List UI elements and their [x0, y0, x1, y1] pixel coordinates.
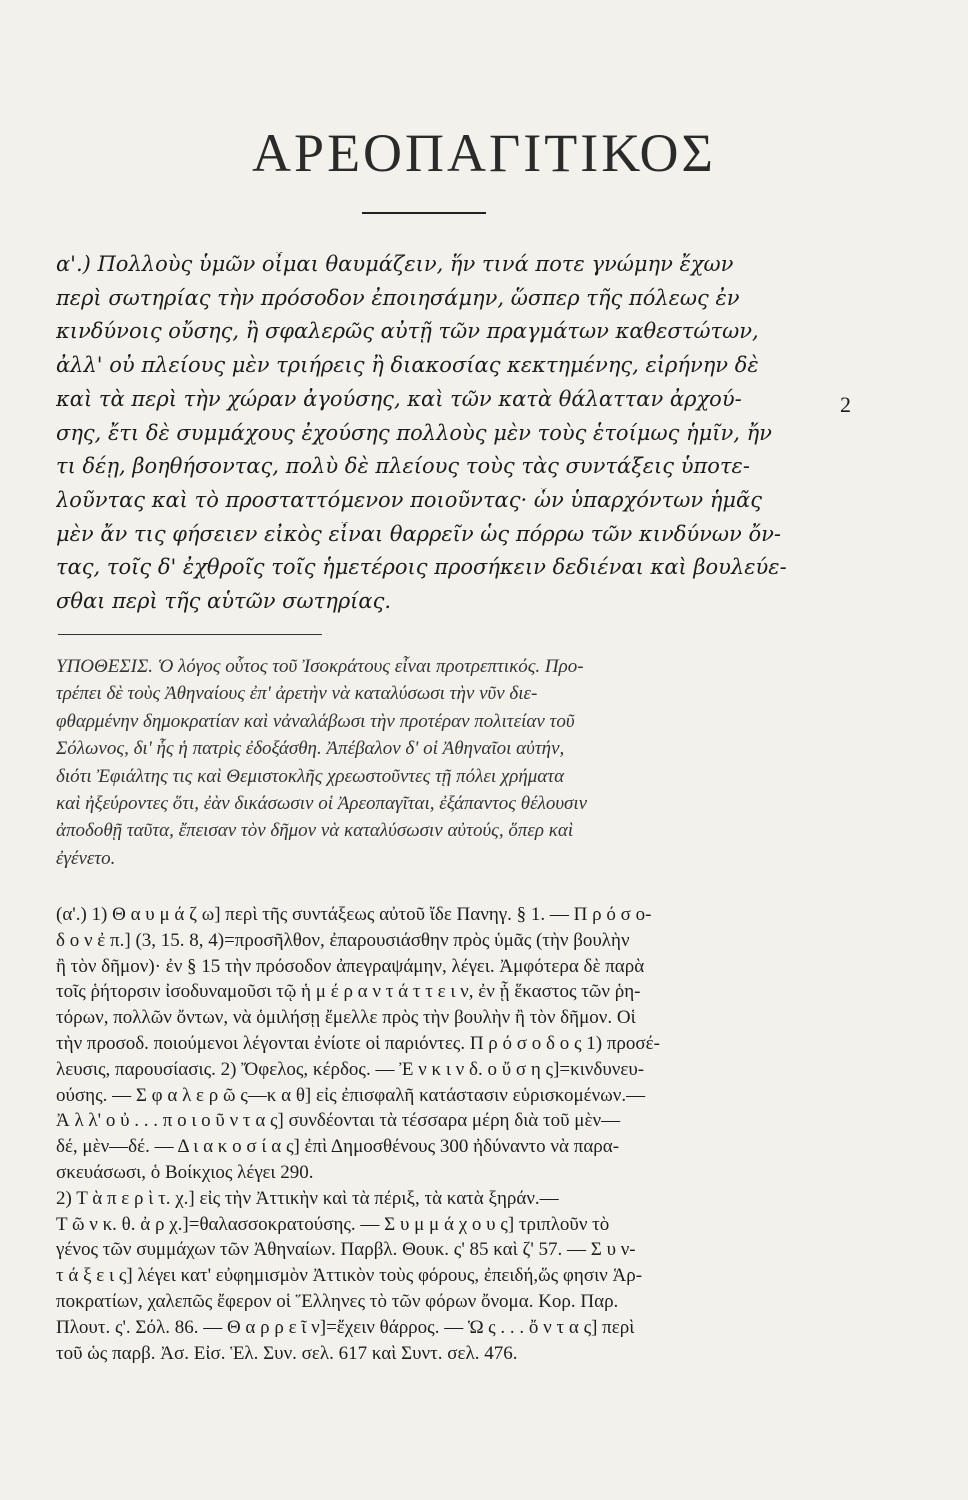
main-text-line: α'.) Πολλοὺς ὑμῶν οἶμαι θαυμάζειν, ἥν τινά ποτε γνώμην ἔχων	[56, 252, 734, 276]
note-line: τοῖς ῥήτορσιν ἰσοδυναμοῦσι τῷ ἡ μ έ ρ α ν τ ά τ τ ε ι ν, ἐν ᾗ ἕκαστος τῶν ῥη-	[56, 981, 641, 1003]
note-line: τὴν προσοδ. ποιούμενοι λέγονται ἐνίοτε οἱ παριόντες. Π ρ ό σ ο δ ο ς 1) προσέ-	[56, 1033, 660, 1054]
note-line: 2) Τ ὰ π ε ρ ὶ τ. χ.] εἰς τὴν Ἀττικὴν καὶ τὰ πέριξ, τὰ κατὰ ξηράν.—	[56, 1187, 559, 1209]
title-rule	[362, 212, 486, 214]
note-line: ποκρατίων, χαλεπῶς ἔφερον οἱ Ἕλληνες τὸ τῶν φόρων ὄνομα. Κορ. Παρ.	[56, 1291, 619, 1312]
note-line: τοῦ ὡς παρβ. Ἀσ. Εἰσ. Ἑλ. Συν. σελ. 617 καὶ Συντ. σελ. 476.	[56, 1342, 518, 1364]
note-line: δέ, μὲν—δέ. — Δ ι α κ ο σ ί α ς] ἐπὶ Δημοσθένους 300 ἠδύναντο νὰ παρα-	[56, 1136, 620, 1158]
note-line: (α'.) 1) Θ α υ μ ά ζ ω] περὶ τῆς συντάξεως αὐτοῦ ἴδε Πανηγ. § 1. — Π ρ ό σ ο-	[56, 904, 652, 925]
hypothesis-line: ἐγένετο.	[56, 847, 116, 869]
note-line: τόρων, πολλῶν ὄντων, νὰ ὁμιλήσῃ ἔμελλε πρὸς τὴν βουλὴν ἢ τὸν δῆμον. Οἱ	[56, 1007, 636, 1029]
main-text-line: καὶ τὰ περὶ τὴν χώραν ἀγούσης, καὶ τῶν κατὰ θάλατταν ἀρχού-	[56, 386, 742, 411]
note-line: τ ά ξ ε ι ς] λέγει κατ' εὐφημισμὸν Ἀττικὸν τοὺς φόρους, ἐπειδή,ὥς φησιν Ἁρ-	[56, 1265, 643, 1287]
hypothesis-line: τρέπει δὲ τοὺς Ἀθηναίους ἐπ' ἀρετὴν νὰ καταλύσωσι τὴν νῦν διε-	[56, 683, 538, 705]
main-text-line: ἀλλ' οὐ πλείους μὲν τριήρεις ἢ διακοσίας κεκτημένης, εἰρήνην δὲ	[56, 353, 759, 378]
note-line: λευσις, παρουσίασις. 2) Ὄφελος, κέρδος. — Ἐ ν κ ι ν δ. ο ὔ σ η ς]=κινδυνευ-	[56, 1058, 645, 1080]
note-line: Ἀ λ λ' ο ὐ . . . π ο ι ο ῦ ν τ α ς] συνδέονται τὰ τέσσαρα μέρη διὰ τοῦ μὲν—	[56, 1110, 621, 1132]
note-line: ἢ τὸν δῆμον)· ἐν § 15 τὴν πρόσοδον ἀπεγραψάμην, λέγει. Ἀμφότερα δὲ παρὰ	[56, 955, 645, 977]
note-line: Πλουτ. ς'. Σόλ. 86. — Θ α ρ ρ ε ῖ ν]=ἔχειν θάρρος. — Ὡ ς . . . ὄ ν τ α ς] περὶ	[56, 1316, 635, 1338]
hypothesis-line: διότι Ἐφιάλτης τις καὶ Θεμιστοκλῆς χρεωστοῦντες τῇ πόλει χρήματα	[56, 765, 565, 787]
main-text-line: τας, τοῖς δ' ἐχθροῖς τοῖς ἡμετέροις προσήκειν δεδιέναι καὶ βουλεύε-	[56, 555, 787, 580]
page-title: ΑΡΕΟΠΑΓΙΤΙΚΟΣ	[252, 123, 716, 183]
main-text-line: σης, ἔτι δὲ συμμάχους ἐχούσης πολλοὺς μὲν τοὺς ἑτοίμως ἡμῖν, ἤν	[56, 420, 772, 445]
main-text-line: σθαι περὶ τῆς αὑτῶν σωτηρίας.	[56, 589, 392, 613]
margin-section-number: 2	[840, 392, 851, 417]
note-line: σκευάσωσι, ὁ Βοίκχιος λέγει 290.	[56, 1162, 314, 1183]
hypothesis-line: ΥΠΟΘΕΣΙΣ. Ὁ λόγος οὗτος τοῦ Ἰσοκράτους εἶναι προτρεπτικός. Προ-	[56, 656, 584, 677]
hypothesis-line: ἀποδοθῇ ταῦτα, ἔπεισαν τὸν δῆμον νὰ καταλύσωσιν αὐτούς, ὅπερ καὶ	[56, 820, 574, 842]
separator-rule	[58, 634, 322, 635]
note-line: ούσης. — Σ φ α λ ε ρ ῶ ς—κ α θ] εἰς ἐπισφαλῆ κατάστασιν εὑρισκομένων.—	[56, 1084, 646, 1106]
hypothesis-line: φθαρμένην δημοκρατίαν καὶ νἀναλάβωσι τὴν προτέραν πολιτείαν τοῦ	[56, 710, 575, 732]
hypothesis-line: καὶ ἠξεύροντες ὅτι, ἐὰν δικάσωσιν οἱ Ἀρεοπαγῖται, ἐξάπαντος θέλουσιν	[56, 793, 588, 814]
main-text-line: περὶ σωτηρίας τὴν πρόσοδον ἐποιησάμην, ὥσπερ τῆς πόλεως ἐν	[56, 285, 740, 310]
note-line: Τ ῶ ν κ. θ. ἀ ρ χ.]=θαλασσοκρατούσης. — Σ υ μ μ ά χ ο υ ς] τριπλοῦν τὸ	[56, 1213, 610, 1235]
main-text-line: κινδύνοις οὔσης, ἢ σφαλερῶς αὐτῇ τῶν πραγμάτων καθεστώτων,	[56, 319, 759, 344]
hypothesis-line: Σόλωνος, δι' ἧς ἡ πατρὶς ἐδοξάσθη. Ἀπέβαλον δ' οἱ Ἀθηναῖοι αὐτήν,	[56, 738, 565, 760]
main-text-line: μὲν ἄν τις φήσειεν εἰκὸς εἶναι θαρρεῖν ὡς πόρρω τῶν κινδύνων ὄν-	[56, 521, 781, 546]
note-line: δ ο ν ἐ π.] (3, 15. 8, 4)=προσῆλθον, ἐπαρουσιάσθην πρὸς ὑμᾶς (τὴν βουλὴν	[56, 929, 630, 951]
main-text-line: τι δέῃ, βοηθήσοντας, πολὺ δὲ πλείους τοὺς τὰς συντάξεις ὑποτε-	[56, 454, 750, 479]
note-line: γένος τῶν συμμάχων τῶν Ἀθηναίων. Παρβλ. Θουκ. ς' 85 καὶ ζ' 57. — Σ υ ν-	[56, 1239, 636, 1261]
main-text-line: λοῦντας καὶ τὸ προσταττόμενον ποιοῦντας· ὧν ὑπαρχόντων ἡμᾶς	[56, 487, 763, 512]
